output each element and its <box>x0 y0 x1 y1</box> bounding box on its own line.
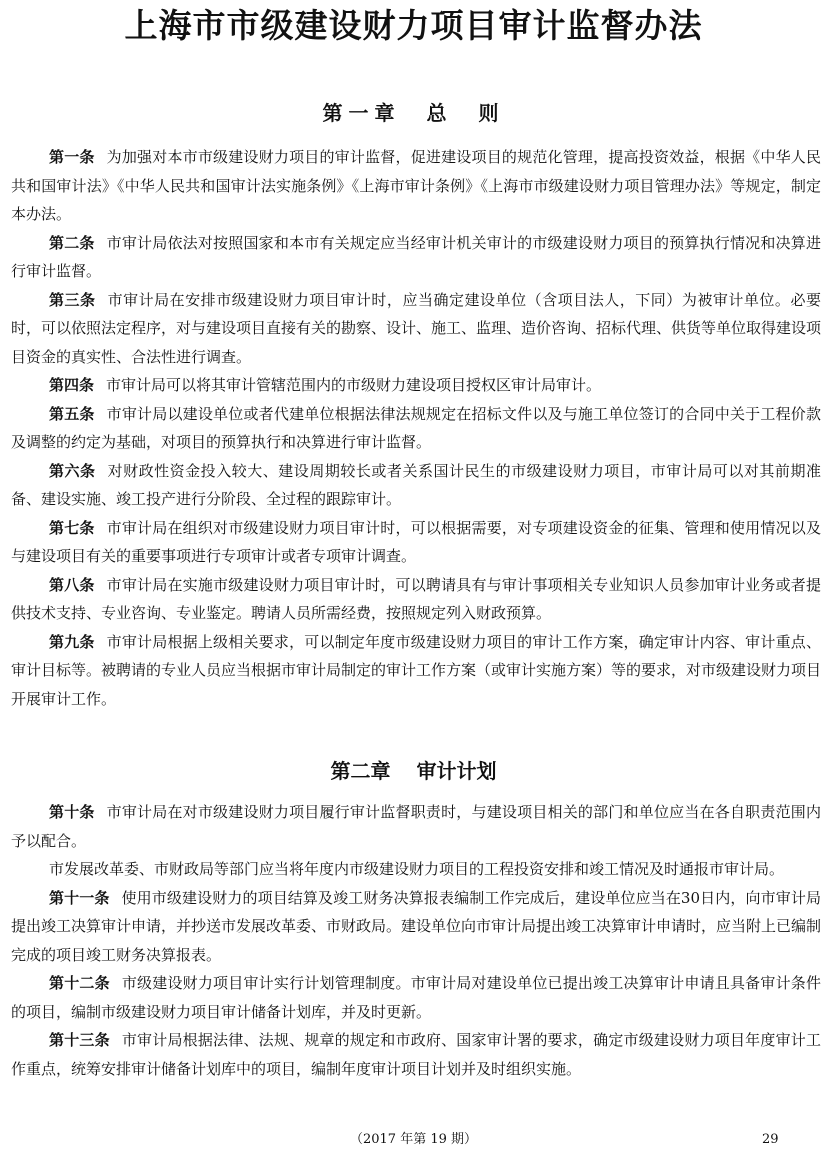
article-9 <box>11 628 821 714</box>
article-5 <box>11 400 821 457</box>
article-text: 市审计局在组织对市级建设财力项目审计时，可以根据需要，对专项建设资金的征集、管理和使用情况以及与建设项目有关的重要事项进行专项审计或者专项审计调查。 <box>11 518 821 565</box>
article-number: 第七条 <box>49 518 95 537</box>
article-text: 市审计局根据上级相关要求，可以制定年度市级建设财力项目的审计工作方案，确定审计内容、审计重点、审计目标等。被聘请的专业人员应当根据市审计局制定的审计工作方案（或审计实施方案）等的要求，对市级建设财力项目开展审计工作。 <box>11 632 822 708</box>
article-4 <box>11 371 821 400</box>
article-number: 第五条 <box>49 404 95 423</box>
article-number: 第四条 <box>49 376 95 394</box>
chapter-2-name: 审计计划 <box>416 759 497 783</box>
chapter-1-name: 总 则 <box>426 101 505 125</box>
article-text: 对财政性资金投入较大、建设周期较长或者关系国计民生的市级建设财力项目，市审计局可以对其前期准备、建设实施、竣工投产进行分阶段、全过程的跟踪审计。 <box>11 461 821 508</box>
article-number: 第三条 <box>49 290 96 309</box>
article-text: 市审计局在安排市级建设财力项目审计时，应当确定建设单位（含项目法人，下同）为被审计单位。必要时，可以依照法定程序，对与建设项目直接有关的勘察、设计、施工、监理、造价咨询、招标代理、供货等单位取得建设项目资金的真实性、合法性进行调查。 <box>11 290 822 366</box>
chapter-2-label: 第二章 <box>330 759 391 783</box>
footer-issue: （2017 年第 19 期） <box>349 1132 478 1147</box>
document-title: 上海市市级建设财力项目审计监督办法 <box>124 6 703 45</box>
article-7 <box>11 514 821 571</box>
article-number: 第一条 <box>49 148 95 166</box>
chapter-1-heading <box>0 98 827 128</box>
article-3 <box>11 286 821 372</box>
article-8 <box>11 571 821 628</box>
article-1 <box>11 143 821 229</box>
article-text: 市审计局可以将其审计管辖范围内的市级财力建设项目授权区审计局审计。 <box>106 376 602 394</box>
article-number: 第十一条 <box>49 888 110 907</box>
article-13 <box>11 1026 821 1083</box>
article-number: 第十二条 <box>49 974 110 992</box>
chapter-2-heading <box>0 756 827 786</box>
article-text: 使用市级建设财力的项目结算及竣工财务决算报表编制工作完成后，建设单位应当在30日内，向市审计局提出竣工决算审计申请，并抄送市发展改革委、市财政局。建设单位向市审计局提出竣工决算审计申请时，应当附上已编制完成的项目竣工财务决算报表。 <box>11 888 822 964</box>
article-text: 市审计局依法对按照国家和本市有关规定应当经审计机关审计的市级建设财力项目的预算执行情况和决算进行审计监督。 <box>11 233 821 280</box>
article-2 <box>11 229 821 286</box>
article-number: 第二条 <box>49 233 95 252</box>
article-number: 第六条 <box>49 461 96 480</box>
article-text: 为加强对本市市级建设财力项目的审计监督，促进建设项目的规范化管理，提高投资效益，根据《中华人民共和国审计法》《中华人民共和国审计法实施条例》《上海市审计条例》《上海市市级建设财力项目管理办法》等规定，制定本办法。 <box>11 148 821 223</box>
article-text: 市审计局根据法律、法规、规章的规定和市政府、国家审计署的要求，确定市级建设财力项目年度审计工作重点，统筹安排审计储备计划库中的项目，编制年度审计项目计划并及时组织实施。 <box>11 1031 821 1078</box>
article-number: 第九条 <box>49 632 95 651</box>
article-number: 第十条 <box>49 803 95 821</box>
chapter-2-body <box>11 798 821 1083</box>
article-text: 市审计局在实施市级建设财力项目审计时，可以聘请具有与审计事项相关专业知识人员参加审计业务或者提供技术支持、专业咨询、专业鉴定。聘请人员所需经费，按照规定列入财政预算。 <box>11 575 821 622</box>
article-text: 市审计局以建设单位或者代建单位根据法律法规规定在招标文件以及与施工单位签订的合同中关于工程价款及调整的约定为基础，对项目的预算执行和决算进行审计监督。 <box>11 404 821 451</box>
chapter-1-body <box>11 143 821 713</box>
article-text: 市发展改革委、市财政局等部门应当将年度内市级建设财力项目的工程投资安排和竣工情况及时通报市审计局。 <box>49 860 785 878</box>
page-number: 29 <box>762 1132 779 1147</box>
article-number: 第十三条 <box>49 1031 110 1049</box>
chapter-1-label: 第一章 <box>322 101 401 125</box>
article-text: 市级建设财力项目审计实行计划管理制度。市审计局对建设单位已提出竣工决算审计申请且具备审计条件的项目，编制市级建设财力项目审计储备计划库，并及时更新。 <box>11 974 821 1021</box>
article-number: 第八条 <box>49 575 95 594</box>
article-6 <box>11 457 821 514</box>
article-10 <box>11 798 821 855</box>
article-10-paragraph-2 <box>11 855 821 884</box>
article-11 <box>11 884 821 970</box>
article-text: 市审计局在对市级建设财力项目履行审计监督职责时，与建设项目相关的部门和单位应当在各自职责范围内予以配合。 <box>11 803 821 850</box>
article-12 <box>11 969 821 1026</box>
